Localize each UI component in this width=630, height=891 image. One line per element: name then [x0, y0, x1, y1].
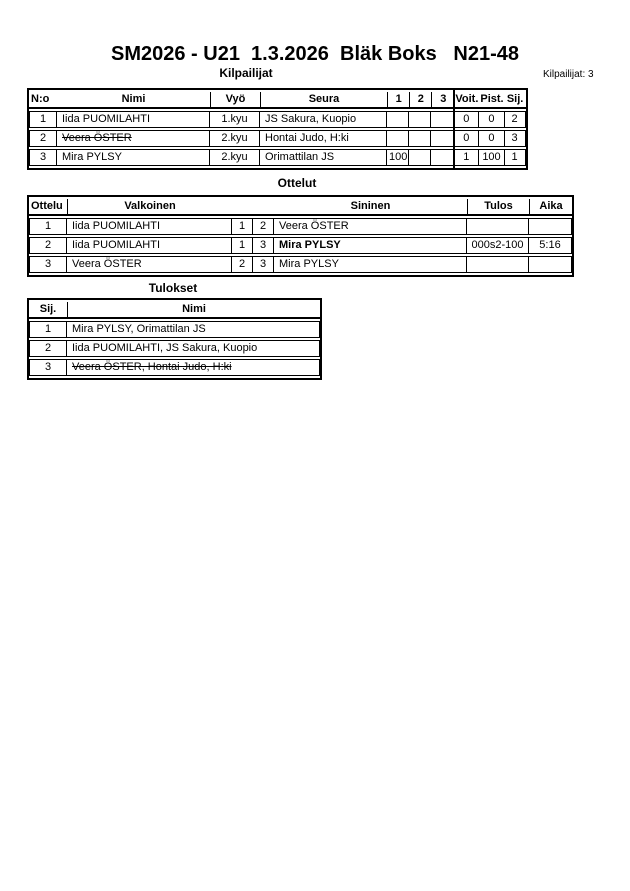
matches-section-title: Ottelut: [277, 176, 317, 190]
competitor-club-cell: JS Sakura, Kuopio: [260, 111, 387, 128]
match2-score-cell: [409, 130, 431, 147]
competitor-name-cell: Mira PYLSY: [57, 149, 210, 166]
match3-score-cell: [431, 111, 454, 128]
result-place-cell: 3: [29, 359, 67, 376]
col-header-place: Sij.: [29, 302, 67, 319]
competitor-belt-cell: 2.kyu: [210, 130, 260, 147]
col-header-match: Ottelu: [29, 199, 67, 216]
col-header-match1: 1: [387, 92, 409, 109]
result-name-cell: Mira PYLSY, Orimattilan JS: [67, 321, 320, 338]
competitors-header-row: [29, 92, 526, 109]
col-header-blue-no: [253, 199, 274, 216]
table-row: [29, 321, 320, 338]
table-row: [29, 149, 526, 166]
competitor-club-cell: Hontai Judo, H:ki: [260, 130, 387, 147]
match3-score-cell: [431, 130, 454, 147]
white-name-cell: Iida PUOMILAHTI: [67, 218, 232, 235]
competitor-name-cell: Iida PUOMILAHTI: [57, 111, 210, 128]
result-cell: [467, 256, 529, 273]
points-cell: 0: [479, 111, 504, 128]
white-name-cell: Veera ÖSTER: [67, 256, 232, 273]
match2-score-cell: [409, 111, 431, 128]
table-row: [29, 218, 572, 235]
competitor-number-cell: 1: [29, 111, 57, 128]
competitor-number-cell: 2: [29, 130, 57, 147]
points-cell: 0: [479, 130, 504, 147]
standings-divider-line: [453, 90, 455, 168]
result-name-cell: Veera ÖSTER, Hontai Judo, H:ki: [67, 359, 320, 376]
col-header-club: Seura: [260, 92, 387, 109]
matches-header-row: [29, 199, 572, 216]
match2-score-cell: [409, 149, 431, 166]
match-number-cell: 2: [29, 237, 67, 254]
match-number-cell: 3: [29, 256, 67, 273]
place-cell: 2: [505, 111, 526, 128]
match-number-cell: 1: [29, 218, 67, 235]
results-table: [27, 298, 322, 380]
table-row: [29, 111, 526, 128]
col-header-result: Tulos: [467, 199, 529, 216]
white-number-cell: 1: [232, 237, 253, 254]
matches-table-grid: [29, 197, 572, 275]
wins-cell: 1: [454, 149, 479, 166]
col-header-blue: Sininen: [274, 199, 467, 216]
white-number-cell: 2: [232, 256, 253, 273]
table-row: [29, 130, 526, 147]
competitor-club-cell: Orimattilan JS: [260, 149, 387, 166]
match3-score-cell: [431, 149, 454, 166]
competitors-table: [27, 88, 528, 170]
blue-name-cell: Mira PYLSY: [274, 237, 467, 254]
white-number-cell: 1: [232, 218, 253, 235]
table-row: [29, 359, 320, 376]
col-header-name: Nimi: [57, 92, 210, 109]
col-header-no: N:o: [29, 92, 57, 109]
competitor-belt-cell: 1.kyu: [210, 111, 260, 128]
table-row: [29, 340, 320, 357]
col-header-points: Pist.: [479, 92, 504, 109]
match1-score-cell: 100: [387, 149, 409, 166]
col-header-white: Valkoinen: [67, 199, 232, 216]
blue-number-cell: 2: [253, 218, 274, 235]
table-row: [29, 256, 572, 273]
blue-number-cell: 3: [253, 237, 274, 254]
results-section-title: Tulokset: [148, 281, 198, 295]
competitors-section-title: Kilpailijat: [219, 66, 273, 80]
wins-cell: 0: [454, 130, 479, 147]
match1-score-cell: [387, 111, 409, 128]
col-header-place: Sij.: [505, 92, 526, 109]
place-cell: 3: [505, 130, 526, 147]
white-name-cell: Iida PUOMILAHTI: [67, 237, 232, 254]
table-row: [29, 237, 572, 254]
place-cell: 1: [505, 149, 526, 166]
match1-score-cell: [387, 130, 409, 147]
col-header-match3: 3: [431, 92, 454, 109]
time-cell: [529, 218, 572, 235]
result-cell: [467, 218, 529, 235]
col-header-wins: Voit.: [454, 92, 479, 109]
competitors-count: Kilpailijat: 3: [543, 69, 594, 80]
wins-cell: 0: [454, 111, 479, 128]
blue-number-cell: 3: [253, 256, 274, 273]
points-cell: 100: [479, 149, 504, 166]
result-cell: 000s2-100: [467, 237, 529, 254]
blue-name-cell: Veera ÖSTER: [274, 218, 467, 235]
result-place-cell: 1: [29, 321, 67, 338]
blue-name-cell: Mira PYLSY: [274, 256, 467, 273]
result-place-cell: 2: [29, 340, 67, 357]
competitor-belt-cell: 2.kyu: [210, 149, 260, 166]
col-header-name: Nimi: [67, 302, 320, 319]
competitors-table-grid: [29, 90, 526, 168]
time-cell: 5:16: [529, 237, 572, 254]
col-header-white-no: [232, 199, 253, 216]
competitor-number-cell: 3: [29, 149, 57, 166]
results-header-row: [29, 302, 320, 319]
matches-table: [27, 195, 574, 277]
results-table-grid: [29, 300, 320, 378]
col-header-belt: Vyö: [210, 92, 260, 109]
result-name-cell: Iida PUOMILAHTI, JS Sakura, Kuopio: [67, 340, 320, 357]
col-header-time: Aika: [529, 199, 572, 216]
time-cell: [529, 256, 572, 273]
col-header-match2: 2: [409, 92, 431, 109]
page-title: SM2026 - U21 1.3.2026 Bläk Boks N21-48: [110, 43, 519, 65]
competitor-name-cell: Veera ÖSTER: [57, 130, 210, 147]
